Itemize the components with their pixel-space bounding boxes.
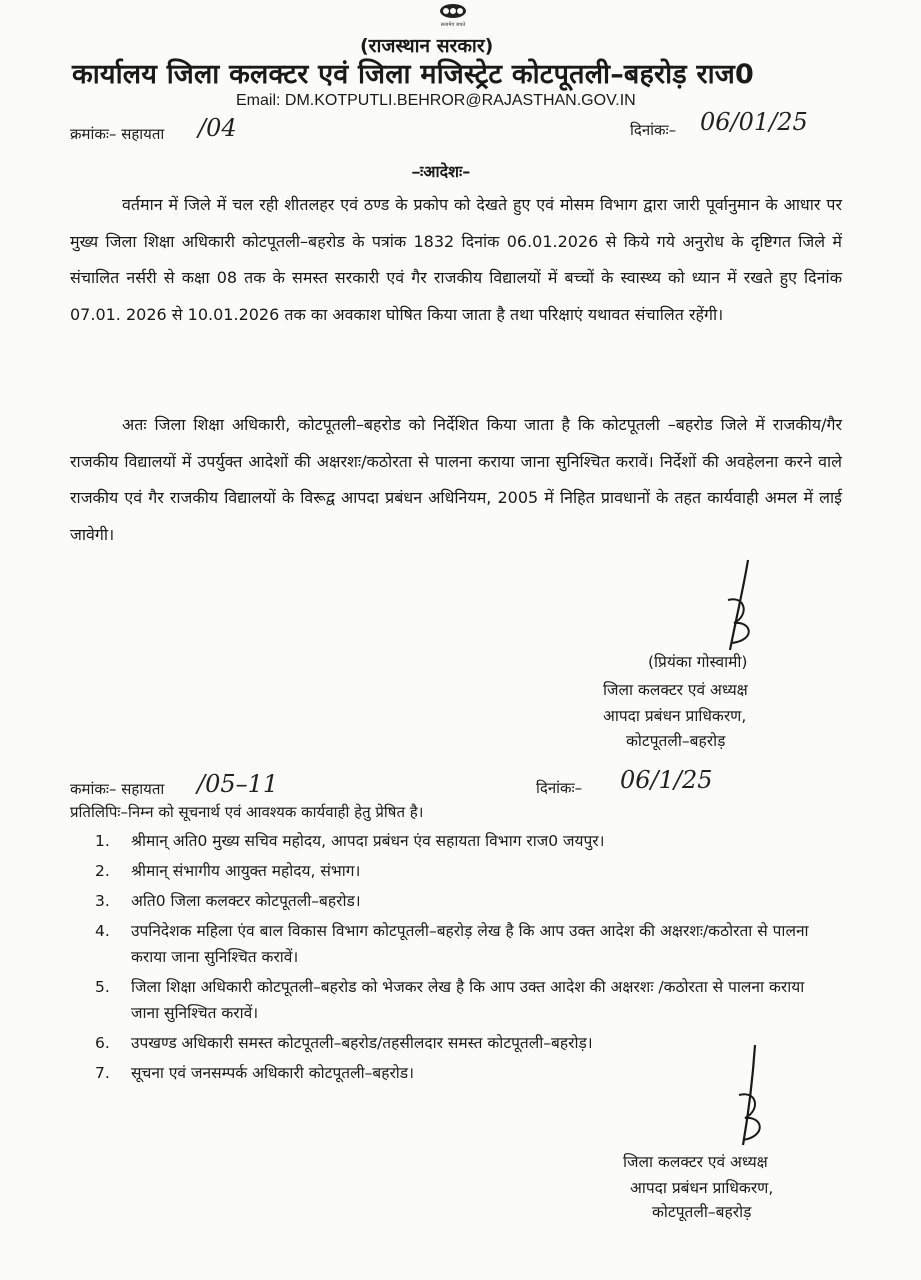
- copy-recipient-list: [95, 828, 815, 1090]
- office-email: Email: DM.KOTPUTLI.BEHROR@RAJASTHAN.GOV.IN: [236, 92, 636, 109]
- handwritten-signature-1: [700, 555, 790, 655]
- government-name: (राजस्थान सरकार): [360, 35, 494, 57]
- order-date-label: दिनांकः–: [630, 121, 677, 139]
- emblem-caption: सत्यमेव जयते: [440, 22, 466, 28]
- order-paragraph-2: अतः जिला शिक्षा अधिकारी, कोटपूतली–बहरोड को निर्देशित किया जाता है कि कोटपूतली –बहरोड जिले में राजकीय/गैर राजकीय विद्यालयों में उपर्युक्त आदेशों की अक्षरशः/कठोरता से पालना कराया जाना सुनिश्चित करावें। निर्देशों की अवहेलना करने वाले राजकीय एवं गैर राजकीय विद्यालयों के विरूद्व आपदा प्रबंधन अधिनियम, 2005 में निहित प्रावधानों के तहत कार्यवाही अमल में लाई जावेगी।: [70, 415, 842, 544]
- list-item: 4. उपनिदेशक महिला एंव बाल विकास विभाग कोटपूतली–बहरोड़ लेख है कि आप उक्त आदेश की अक्षरशः/कठोरता से पालना कराया जाना सुनिश्चित करावें।: [95, 922, 809, 966]
- signatory-authority-2: आपदा प्रबंधन प्राधिकरण,: [630, 1179, 774, 1197]
- list-item: 3. अति0 जिला कलक्टर कोटपूतली–बहरोड।: [95, 892, 361, 910]
- signatory-designation-2: जिला कलक्टर एवं अध्यक्ष: [623, 1153, 768, 1171]
- handwritten-signature-2: [715, 1040, 805, 1150]
- list-item: 1. श्रीमान् अति0 मुख्य सचिव महोदय, आपदा प्रबंधन एंव सहायता विभाग राज0 जयपुर।: [95, 832, 605, 850]
- signatory-authority-1: आपदा प्रबंधन प्राधिकरण,: [603, 707, 747, 725]
- list-item: 6. उपखण्ड अधिकारी समस्त कोटपूतली–बहरोड/तहसीलदार समस्त कोटपूतली–बहरोड़।: [95, 1034, 593, 1052]
- list-item: 2. श्रीमान् संभागीय आयुक्त महोदय, संभाग।: [95, 862, 361, 880]
- copy-date-value: 06/1/25: [620, 766, 713, 794]
- order-ref-number: /04: [198, 114, 237, 142]
- signatory-district-1: कोटपूतली–बहरोड़: [626, 732, 726, 750]
- copy-date-label: दिनांकः–: [536, 779, 583, 797]
- office-title: कार्यालय जिला कलक्टर एवं जिला मजिस्ट्रेट कोटपूतली–बहरोड़ राज0: [72, 59, 754, 90]
- signatory-designation-1: जिला कलक्टर एवं अध्यक्ष: [603, 681, 748, 699]
- copy-ref-number: /05–11: [197, 770, 279, 798]
- state-emblem-icon: [433, 2, 473, 28]
- order-title: –ःआदेशः–: [412, 162, 471, 181]
- order-date-value: 06/01/25: [700, 108, 808, 136]
- list-item: 7. सूचना एवं जनसम्पर्क अधिकारी कोटपूतली–बहरोड।: [95, 1064, 414, 1082]
- copy-intro: प्रतिलिपिः–निम्न को सूचनार्थ एवं आवश्यक कार्यवाही हेतु प्रेषित है।: [70, 803, 424, 821]
- signatory-name-1: (प्रियंका गोस्वामी): [648, 653, 748, 671]
- list-item: 5. जिला शिक्षा अधिकारी कोटपूतली–बहरोड को भेजकर लेख है कि आप उक्त आदेश की अक्षरशः /कठोरता से पालना कराया जाना सुनिश्चित करावें।: [95, 978, 805, 1022]
- signatory-district-2: कोटपूतली–बहरोड़: [652, 1203, 752, 1221]
- copy-ref-label: कमांकः– सहायता: [70, 780, 165, 798]
- order-paragraph-1: वर्तमान में जिले में चल रही शीतलहर एवं ठण्ड के प्रकोप को देखते हुए एवं मोसम विभाग द्वारा जारी पूर्वानुमान के आधार पर मुख्य जिला शिक्षा अधिकारी कोटपूतली–बहरोड के पत्रांक 1832 दिनांक 06.01.2026 से किये गये अनुरोध के दृष्टिगत जिले में संचालित नर्सरी से कक्षा 08 तक के समस्त सरकारी एवं गैर राजकीय विद्यालयों में बच्चों के स्वास्थ्य को ध्यान में रखते हुए दिनांक 07.01. 2026 से 10.01.2026 तक का अवकाश घोषित किया जाता है तथा परिक्षाएं यथावत संचालित रहेंगी।: [70, 195, 842, 324]
- order-ref-label: क्रमांकः– सहायता: [70, 125, 165, 143]
